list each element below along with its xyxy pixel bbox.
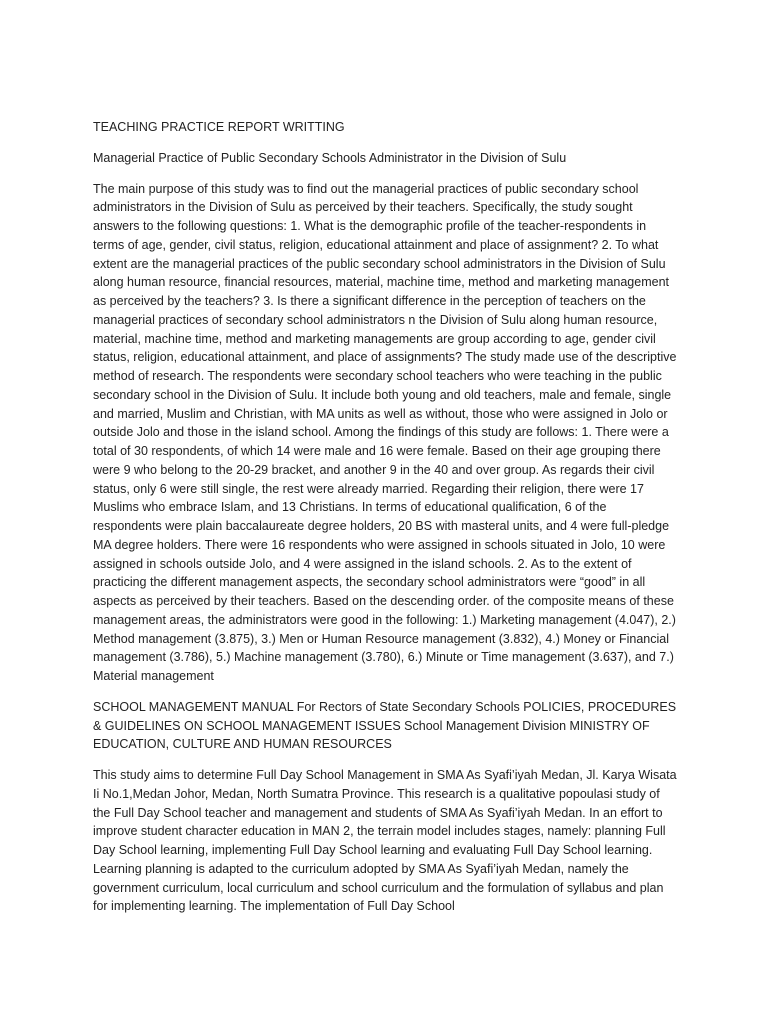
document-body xyxy=(93,118,678,928)
paragraph-school-management-manual: SCHOOL MANAGEMENT MANUAL For Rectors of State Secondary Schools POLICIES, PROCEDURES & GUIDELINES ON SCHOOL MANAGEMENT ISSUES School Management Division MINISTRY OF EDUCATION, CULTURE AND HUMAN RESOURCES xyxy=(93,699,677,752)
document-subtitle: Managerial Practice of Public Secondary Schools Administrator in the Division of Sulu xyxy=(93,150,567,165)
document-title: TEACHING PRACTICE REPORT WRITTING xyxy=(93,120,345,134)
paragraph-full-day-school: This study aims to determine Full Day School Management in SMA As Syafi’iyah Medan, Jl. Karya Wisata Ii No.1,Medan Johor, Medan, North Sumatra Province. This research is a qualitative popoulasi study of the Full Day School teacher and management and students of SMA As Syafi’iyah Medan. In an effort to improve student character education in MAN 2, the terrain model includes stages, namely: planning Full Day School learning, implementing Full Day School learning and evaluating Full Day School learning. Learning planning is adapted to the curriculum adopted by SMA As Syafi’iyah Medan, namely the government curriculum, local curriculum and school curriculum and the formulation of syllabus and plan for implementing learning. The implementation of Full Day School xyxy=(93,768,677,914)
paragraph-study-sulu: The main purpose of this study was to find out the managerial practices of public secondary school administrators in the Division of Sulu as perceived by their teachers. Specifically, the study sought answers to the following questions: 1. What is the demographic profile of the teacher-respondents in terms of age, gender, civil status, religion, educational attainment and place of assignment? 2. To what extent are the managerial practices of the public secondary school administrators in the Division of Sulu along human resource, financial resources, material, machine time, method and marketing management as perceived by the teachers? 3. Is there a significant difference in the perception of teachers on the managerial practices of secondary school administrators n the Division of Sulu along human resource, material, machine time, method and marketing managements are group according to age, gender civil status, religion, educational attainment, and place of assignments? The study made use of the descriptive method of research. The respondents were secondary school teachers who were teaching in the public secondary school in the Division of Sulu. It include both young and old teachers, male and female, single and married, Muslim and Christian, with MA units as well as without, those who were assigned in Jolo or outside Jolo and those in the island school. Among the findings of this study are follows: 1. There were a total of 30 respondents, of which 14 were male and 16 were female. Based on their age grouping there were 9 who belong to the 20-29 bracket, and another 9 in the 40 and over group. As regards their civil status, only 6 were still single, the rest were already married. Regarding their religion, there were 17 Muslims who embrace Islam, and 13 Christians. In terms of educational qualification, 6 of the respondents were plain baccalaureate degree holders, 20 BS with masteral units, and 4 were full-pledge MA degree holders. There were 16 respondents who were assigned in schools situated in Jolo, 10 were assigned in schools outside Jolo, and 4 were assigned in the island schools. 2. As to the extent of practicing the different management aspects, the secondary school administrators were “good” in all aspects as perceived by their teachers. Based on the descending order. of the composite means of these management areas, the administrators were good in the following: 1.) Marketing management (4.047), 2.) Method management (3.875), 3.) Men or Human Resource management (3.832), 4.) Money or Financial management (3.786), 5.) Machine management (3.780), 6.) Minute or Time management (3.637), and 7.) Material management xyxy=(93,181,677,683)
